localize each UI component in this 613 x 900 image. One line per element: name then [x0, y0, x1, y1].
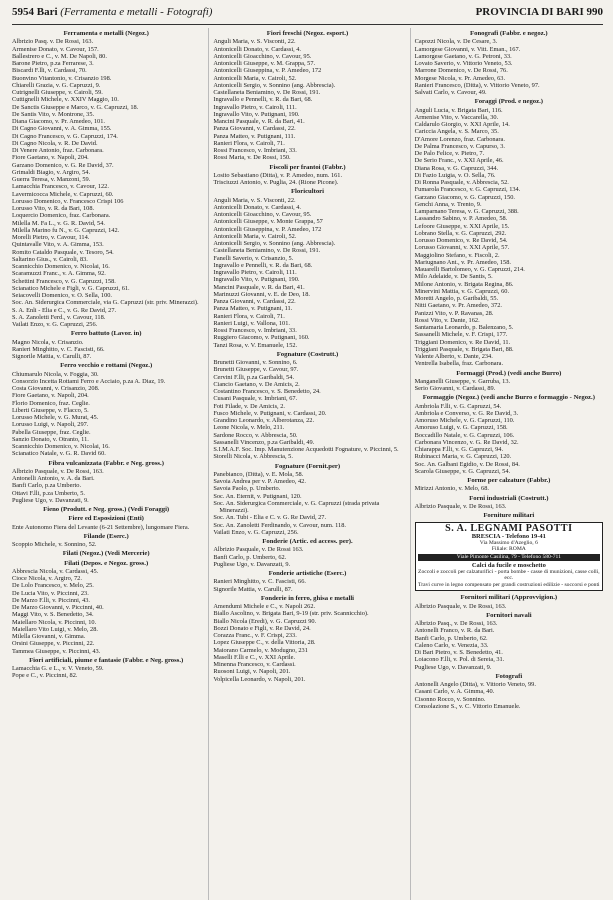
listing-entry: Salvati Carlo, v. Cavour, 49. — [414, 89, 487, 96]
listing-entry: Fusco Michele, v. Putignani, v. Cardassi, 20. — [213, 409, 327, 417]
listing-entry: Lamacchia Francesco, v. Cavour, 122. — [12, 183, 109, 191]
page-number: 5954 — [12, 6, 34, 18]
listing-entry: Milo Adelaide, v. De Santis, 5. — [414, 273, 493, 281]
listing-entry: Storelli Nicola, v. Abbrescia, 5. — [213, 453, 293, 461]
listing-entry: Foti Filade, v. De Amicis, 2. — [213, 402, 285, 410]
listing-entry: Moretti Angelo, p. Garibaldi, 55. — [414, 295, 499, 302]
listing-entry: Di Bari Pietro, v. S. Benedetto, 41. — [414, 649, 503, 657]
listing-entry: Milone Antonio, v. Brigata Regina, 86. — [414, 280, 514, 288]
listing-entry: De Santis Vito, v. Montrone, 35. — [12, 110, 95, 118]
listing-entry: Maiorano Carmelo, v. Modugno, 231 — [213, 646, 308, 654]
listing-entry: Antonicelli Giuseppina, v. P. Amedeo, 172 — [213, 67, 322, 75]
listing-entry: Ranieri Francesco, (Ditta), v. Vittorio Veneto, 97. — [414, 81, 540, 89]
listing-entry: Mirizzi Antonio, v. Melo, 68. — [414, 485, 489, 493]
listing-entry: Consolazione S., v. C. Vittorio Emanuele. — [414, 702, 521, 710]
section-title: Fognature (Fornit.per) — [274, 462, 341, 470]
section-title: Ferro vecchio e rottami (Negoz.) — [60, 362, 153, 370]
listing-entry: Caleno Carlo, v. Venezia, 33. — [414, 641, 489, 649]
listing-entry: Soc. An. Eternit, v. Putignani, 120. — [213, 492, 302, 500]
listing-entry: Antonicelli Maria, v. Cairoli, 52. — [213, 74, 297, 82]
listing-entry: Leone Nicola, v. Melo, 211. — [213, 424, 285, 432]
listing-entry: Ingravallo Pietro, v. Cairoli, 111. — [213, 103, 297, 111]
listing-entry: Ballestrero e C., v. M. De Napoli, 80. — [12, 52, 107, 60]
listing-entry: Maggi Vito, v. S. Benedetto, 34. — [12, 611, 94, 619]
listing-entry: De Palo Felice, v. Pietro, 7. — [414, 150, 485, 157]
listing-entry: Romito Cataldo Pasquale, v. Tesoro, 54. — [12, 248, 114, 256]
listing-entry: Capozzi Nicola, v. De Cesare, 3. — [414, 38, 498, 46]
listing-entry: De Serio Franc., v. XXI Aprile, 46. — [414, 157, 504, 165]
listing-entry: Schettini Francesco, v. G. Capruzzi, 158. — [12, 277, 116, 285]
listing-entry: Lopez Giuseppe C., v. della Vittoria, 28. — [213, 639, 316, 647]
section-title: Forme per calzature (Fabbr.) — [467, 477, 551, 484]
listing-entry: Lamparnano Teresa, v. G. Capruzzi, 388. — [414, 208, 519, 215]
listing-entry: Savoia Andrea per v. P. Amedeo, 42. — [213, 478, 306, 485]
listing-entry: Ciancio Gaetano, v. De Amicis, 2. — [213, 380, 300, 388]
listing-entry: S. A. Zanoletti Ferd., v. Cavour, 118. — [12, 313, 106, 321]
listing-entry: Mancini Pasquale, v. R. da Bari, 41. — [213, 118, 305, 125]
listing-entry: Ingravallo Vito, v. Putignani, 190. — [213, 276, 300, 284]
listing-entry: Fiore Gaetano, v. Napoli, 204. — [12, 154, 89, 162]
section-title: Filati (Depos. e Negoz. gross.) — [64, 559, 149, 567]
listing-entry: Triggiani Pasquale, v. Brigata Bari, 88. — [414, 345, 514, 353]
section-title: Filati (Negoz.) (Vedi Mercerie) — [62, 550, 150, 558]
column-right — [410, 28, 603, 900]
listing-entry: Tanzi Rosa, v. V. Emanuele, 152. — [213, 341, 298, 349]
listing-entry: Banfi Carlo, p. Umberto, 62. — [414, 634, 488, 642]
listing-entry: Rossi Francesco, v. Imbriani, 33. — [213, 327, 297, 334]
section-title: Fiori freschi (Negoz. esport.) — [266, 30, 349, 37]
listing-entry: Lorusso Domenico, v. Francesco Crispi 106 — [12, 197, 124, 205]
listing-entry: Cuttignelli Michele, v. XXIV Maggio, 10. — [12, 96, 119, 104]
listing-entry: Di Cagno Giovanni, v. A. Gimma, 155. — [12, 125, 112, 133]
listing-entry: Soc. An. Siderurgica Commerciale, v. G. Capruzzi (strada privata Minerazzi). — [213, 499, 380, 514]
listing-entry: Pabella Giuseppe, fraz. Ceglie. — [12, 428, 91, 436]
listing-entry: Florio Domenico, fraz. Ceglie. — [12, 399, 90, 407]
listing-entry: Lefoore Giuseppe, v. XXI Aprile, 15. — [414, 222, 510, 230]
listing-entry: Amendumi Michele e C., v. Napoli 262. — [213, 603, 316, 610]
listing-entry: Fumarola Francesco, v. G. Capruzzi, 134. — [414, 186, 521, 194]
listing-entry: Antonicelli Donato, v. Cardassi, 4. — [213, 45, 302, 53]
listing-entry: Rubinacci Maria, v. G. Capruzzi, 120. — [414, 453, 512, 461]
listing-entry: Savoia Paolo, p. Umberto. — [213, 485, 281, 493]
listing-entry: Losito Sebastiano (Ditta), v. P. Amedeo, num. 161. — [213, 171, 343, 179]
listing-entry: Quintavalle Vito, v. A. Gimma, 153. — [12, 241, 104, 249]
listing-entry: Chiumarulo Nicola, v. Foggia, 30. — [12, 370, 99, 378]
listing-entry: Milella Marino fu N., v. G. Capruzzi, 142. — [12, 226, 120, 234]
listing-entry: D'Amore Lorenzo, fraz. Carbonara. — [414, 135, 505, 143]
listing-entry: Mancini Pasquale, v. R. da Bari, 41. — [213, 283, 305, 291]
listing-entry: S. A. Enli - Elia e C., v. G. Re David, 27. — [12, 306, 117, 314]
listing-entry: Cusani Pasquale, v. Imbriani, 67. — [213, 395, 298, 403]
listing-entry: Milella M. Fa L., v. G. R. David, 54. — [12, 219, 105, 227]
ad-branch-address: Viale Pimonte Casilina, 79 - Telefono 580-711 — [418, 554, 600, 561]
section-title: Foraggi (Prod. e negoz.) — [474, 98, 544, 106]
listing-entry: Loiacono F.lli, v. Pol. di Sereia, 31. — [414, 656, 505, 664]
listing-entry: Cariccia Angela, v. S. Marco, 35. — [414, 128, 499, 136]
listing-entry: Anguli Maria, v. S. Visconti, 22. — [213, 38, 296, 46]
listing-entry: Castellaneta Beniamino, v. De Rossi, 191. — [213, 89, 321, 96]
listing-entry: Lamacchia G. e L., v. V. Veneto, 59. — [12, 665, 104, 672]
ad-address: Via Massimo d'Azeglio, 6 — [479, 539, 538, 546]
listing-entry: Sassanelli Vincenzo, p.za Garibaldi, 49. — [213, 438, 315, 446]
listing-entry: Pugliese Ugo, v. Davanzati, 9. — [213, 560, 291, 568]
listing-entry: Albrizio Pasq., v. De Rossi, 163. — [414, 620, 498, 628]
listing-entry: Panizzi Vito, v. P. Ravanas, 28. — [414, 309, 494, 317]
listing-entry: Antonicelli Sergio, v. Sonnino (ang. Abbrescia). — [213, 81, 336, 89]
listing-entry: Sassanelli Michele, v. F. Crispi, 177. — [414, 331, 508, 339]
listing-entry: Albrizio Pasquale, v. De Rossi, 163. — [414, 502, 507, 510]
listing-entry: Lorusso Michele, v. G. Murat, 45. — [12, 414, 99, 421]
listing-entry: Costantino Francesco, v. S. Benedetto, 24. — [213, 388, 321, 395]
listing-entry: Soc. An. Tubi - Elia e C. v. G. Re David, 27. — [213, 514, 327, 522]
header-left — [12, 6, 212, 18]
listing-entry: Milella Giovanni, v. Gimma. — [12, 633, 86, 640]
listing-entry: Lavermicocca Michele, v. Capruzzi, 60. — [12, 190, 114, 198]
listing-entry: Antonelli Antonio, v. A. da Bari. — [12, 475, 95, 482]
listing-entry: Rossi Vito, v. Dante, 162. — [414, 316, 480, 324]
listing-entry: Biscardi F.lli, v. Cardassi, 70. — [12, 67, 87, 75]
listing-entry: Panza Matteo, v. Putignani, 11. — [213, 305, 293, 313]
listing-entry: Panza Matteo, v. Putignani, 111. — [213, 132, 296, 140]
section-title: Fornitori navali — [486, 611, 532, 619]
listing-entry: Genchi Anna, v. Trento, 9. — [414, 200, 482, 208]
section-title: Fibra vulcanizzata (Fabbr. e Neg. gross.) — [48, 459, 164, 467]
listing-entry: Manganelli Giuseppe, v. Garruba, 13. — [414, 377, 511, 385]
listing-entry: Signorile Mattia, v. Carulli, 87. — [213, 585, 293, 593]
listing-entry: Lorusso Domenico, v. Re David, 54. — [414, 237, 508, 244]
listing-entry: Morgese Nicola, v. Pr. Amedeo, 63. — [414, 74, 506, 82]
listing-entry: Albrizio Pasquale, v. De Rossi 163. — [213, 546, 304, 554]
listing-entry: Ottavi F.lli, p.za Umberto, 5. — [12, 489, 85, 497]
header-subtitle: (Ferramenta e metalli - Fotografi) — [60, 6, 213, 18]
ad-branch: Filiale: ROMA — [491, 546, 526, 553]
listing-entry: Chiarelli Grazia, v. G. Capruzzi, 9. — [12, 81, 101, 89]
listing-entry: Ingravallo Vito, v. Putignani, 190. — [213, 110, 300, 118]
listing-entry: Saltarino Gius., v. Cairoli, 83. — [12, 255, 88, 263]
listing-entry: Cervini F.lli, p.za Garibaldi, 54. — [213, 373, 295, 381]
pasotti-advertisement — [415, 522, 603, 591]
listing-entry: Scianatico Natale, v. G. R. David 60. — [12, 450, 106, 458]
listing-entry: Volpicella Leonardo, v. Napoli, 201. — [213, 675, 306, 683]
listing-entry: Maselli F.lli e C., v. XXI Aprile. — [213, 653, 296, 661]
listing-entry: Ingravallo e Pennelli, v. R. da Bari, 68. — [213, 261, 313, 269]
listing-entry: Panza Giovanni, v. Cardassi, 22. — [213, 298, 296, 305]
listing-entry: Caldarulo Giorgio, v. XXI Aprile, 14. — [414, 121, 510, 128]
listing-entry: Ente Autonomo Fiera del Levante (6-21 Settembre), lungomare Fiera. — [12, 523, 190, 531]
header-right — [476, 6, 603, 18]
listing-entry: Armenise Vito, v. Vaccarella, 30. — [414, 113, 499, 121]
listing-entry: Vailati Enzo, v. G. Capruzzi, 256. — [213, 528, 299, 536]
listing-entry: S.I.M.A.F. Soc. Imp. Manutenzione Acquedotti Fognature, v. Piccinni, 5. — [213, 446, 399, 453]
listing-entry: Liberti Giuseppe, v. Flacco, 5. — [12, 406, 89, 414]
listing-entry: Di Fazio Luigia, v. O. Sella, 76. — [414, 171, 496, 179]
listing-entry: Casani Carlo, v. A. Gimma, 40. — [414, 688, 495, 696]
section-title: Fiori artificiali, piume e fantasie (Fabbr. e Neg. gross.) — [29, 656, 184, 664]
listing-entry: Ranieri Minghitto, v. C. Fascisti, 66. — [12, 345, 105, 353]
section-title: Forniture militari — [483, 512, 535, 519]
listing-entry: Soc. An. Galbani Egidio, v. De Rossi, 84. — [414, 460, 520, 468]
listing-entry: Ventrella Isabella, fraz. Carbonara. — [414, 360, 504, 368]
listing-entry: Santamaria Leonardo, p. Balenzano, 5. — [414, 324, 514, 331]
listing-entry: Valente Alberto, v. Dante, 234. — [414, 353, 493, 360]
section-title: Ferramenta e metalli (Negoz.) — [63, 30, 149, 37]
section-title: Floricultori — [290, 188, 325, 196]
listing-entry: Di Cagno Francesco, v. G. Capruzzi, 174. — [12, 132, 118, 140]
listing-entry: Mariugnano Ant., v. Pr. Amedeo, 158. — [414, 258, 511, 266]
listing-entry: Trisciuzzi Antonio, v. Puglia, 24. (Rione Picone). — [213, 179, 339, 186]
listing-entry: Consorzio Incetta Rottami Ferro e Acciaio, p.za A. Diaz, 19. — [12, 377, 166, 385]
listing-entry: Marinuzzi Giovanni, v. E. de Deo, 18. — [213, 290, 310, 298]
listing-entry: Lassandro Sabino, v. P. Amedeo, 58. — [414, 215, 508, 223]
header-right-number: 990 — [586, 6, 603, 18]
listing-entry: Minenna Francesco, v. Cardassi. — [213, 661, 296, 668]
listing-entry: Scannicchio Domenico, v. Nicolai, 16. — [12, 443, 110, 450]
listing-entry: Ranieri Minghitto, v. C. Fascisti, 66. — [213, 578, 306, 586]
listing-entry: Garzano Giacomo, v. G. Capruzzi, 150. — [414, 193, 516, 201]
listing-entry: Sardone Rocco, v. Abbrescia, 50. — [213, 431, 298, 439]
listing-entry: Loquercio Domenico, fraz. Carbonara. — [12, 212, 111, 220]
ad-brand: S. A. LEGNAMI PASOTTI — [445, 523, 573, 535]
section-title: Fornitori militari (Approvvigion.) — [460, 594, 558, 602]
listing-entry: Antonicelli Gioacchino, v. Cavour, 95. — [213, 211, 312, 218]
listing-entry: Ranieri Luigi, v. Vallona, 101. — [213, 319, 290, 327]
listing-entry: Antonicelli Giuseppina, v. P. Amedeo, 172 — [213, 225, 322, 233]
listing-entry: Scannicchio Domenico, v. Nicolai, 16. — [12, 263, 110, 270]
listing-entry: Albrizio Pasquale, v. De Rossi, 163. — [12, 467, 104, 475]
listing-entry: Antonicelli Donato, v. Cardassi, 4. — [213, 203, 302, 211]
listing-entry: De Palma Francesco, v. Capurso, 3. — [414, 142, 505, 150]
section-title: Fonderie (Artic. ed access. per). — [262, 538, 353, 545]
listing-entry: Brunetti Giovanni, v. Sonnino, 6. — [213, 359, 298, 366]
columns-container — [12, 28, 603, 900]
section-title: Fonderie artistiche (Eserc.) — [268, 570, 347, 577]
column-middle — [208, 28, 401, 900]
listing-entry: Lorusso Giovanni, v. XXI Aprile, 57. — [414, 244, 510, 252]
header-city: Bari — [36, 6, 58, 18]
section-title: Fotografi — [495, 672, 523, 680]
listing-entry: Diana Giacomo, v. Pr. Amedeo, 101. — [12, 118, 105, 125]
listing-entry: Bozzi Donato e Figli, v. Re David, 24. — [213, 624, 311, 632]
section-title: Formaggio (Negoz.) (vedi anche Burro e formaggio - Negoz.) — [422, 394, 595, 402]
listing-entry: Minervini Mattia, v. G. Capruzzi, 60. — [414, 287, 510, 295]
listing-entry: Lobrano Stella, v. G. Capruzzi, 292. — [414, 229, 507, 237]
section-title: Filande (Eserc.) — [83, 532, 129, 540]
ad-product-3: Travi curve in legno compensato per grandi costruzioni edilizie - soccorsi e ponti — [418, 581, 600, 588]
listing-entry: Corazza Franc., v. F. Crispi, 233. — [213, 632, 297, 639]
page-header — [12, 6, 603, 25]
listing-entry: Antonelli Angelo (Ditta), v. Vittorio Veneto, 99. — [414, 681, 536, 689]
listing-entry: Amoruso Luigi, v. G. Capruzzi, 158. — [414, 424, 508, 432]
listing-entry: Antonicelli Gioacchino, v. Cavour, 95. — [213, 52, 312, 60]
listing-entry: Lamorgese Giovanni, v. Vitt. Eman., 167. — [414, 45, 521, 53]
listing-entry: Di Venere Antonio, fraz. Carbonara. — [12, 147, 104, 154]
listing-entry: Chiarappa F.lli, v. G. Capruzzi, 94. — [414, 446, 504, 453]
header-province: PROVINCIA DI BARI — [475, 6, 584, 18]
listing-entry: Ranieri Flora, v. Cairoli, 71. — [213, 312, 285, 320]
listing-entry: Banfi Carlo, p. Umberto, 62. — [213, 553, 287, 561]
listing-entry: Di Cagno Nicola, v. R. De David. — [12, 139, 98, 147]
listing-entry: Rossi Francesco, v. Imbriani, 33. — [213, 147, 297, 154]
listing-entry: Cioce Nicola, v. Argiro, 72. — [12, 575, 82, 582]
listing-entry: Sanzio Donato, v. Otranto, 11. — [12, 435, 89, 443]
listing-entry: Antonicelli Sergio, v. Sonnino (ang. Abbrescia). — [213, 240, 336, 247]
listing-entry: Barone Pietro, p.za Ferrarese, 3. — [12, 60, 94, 67]
listing-entry: Soc. An. Siderurgica Commerciale, via G. Capruzzi (str. priv. Minerazzi). — [12, 299, 199, 307]
listing-entry: Diana Rosa, v. G. Capruzzi, 344. — [414, 164, 499, 172]
listing-entry: Anguli Maria, v. S. Visconti, 22. — [213, 196, 296, 204]
listing-entry: Buonvino Vitantonio, v. Crisanzio 198. — [12, 74, 112, 82]
section-title: Fieno (Produtt. e Neg. gross.) (Vedi Foraggi) — [43, 506, 170, 513]
listing-entry: Fanelli Saverio, v. Crisanzio, 5. — [213, 254, 294, 262]
listing-entry: Rossi Maria, v. De Rossi, 150. — [213, 154, 291, 162]
listing-entry: Ruosoni Luigi, v. Napoli, 201. — [213, 668, 291, 676]
listing-entry: Pugliese Ugo, v. Davanzati, 9. — [414, 663, 492, 671]
listing-entry: Triggiani Domenico, v. Re David, 11. — [414, 338, 511, 346]
ad-city-line: BRESCIA - Telefono 19-41 — [471, 532, 546, 540]
listing-entry: Serio Giovanni, v. Cardassi, 89. — [414, 385, 496, 392]
listing-entry: De Marzo Giovanni, v. Piccinni, 40. — [12, 604, 104, 611]
section-title: Fognature (Costrutt.) — [276, 350, 339, 358]
listing-entry: Lorusso Luigi, v. Napoli, 297. — [12, 421, 89, 429]
listing-entry: Pope e C., v. Piccinni, 82. — [12, 672, 78, 680]
listing-entry: Anguli Lucia, v. Brigata Bari, 116. — [414, 106, 503, 114]
listing-entry: Garzano Domenico, v. G. Re David, 37. — [12, 161, 114, 169]
ad-product-2: Zoccoli e zoccoli per calzaturifici - porta bombe - casse di munizioni, casse colli, ecc. — [418, 569, 600, 582]
listing-entry: Soc. An. Zanoletti Ferdinando, v. Cavour, num. 118. — [213, 521, 346, 529]
listing-entry: Cisonno Rocco, v. Sonnino. — [414, 695, 486, 703]
listing-entry: Maggiolino Stefano, v. Fiscoli, 2. — [414, 251, 500, 259]
listing-entry: Seiacovelli Domenico, v. O. Sella, 100. — [12, 292, 113, 299]
listing-entry: Orsini Giuseppe, v. Piccinni, 22. — [12, 640, 95, 648]
listing-entry: Ambriola F.lli, v. G. Capruzzi, 54. — [414, 402, 502, 410]
listing-entry: Biallo Ascolino, v. Brigata Bari, 9-19 (str. priv. Scannicchio). — [213, 610, 369, 618]
listing-entry: Costa Giovanni, v. Crisanzio, 208. — [12, 385, 100, 392]
listing-entry: Scianatico Michele e Figli, v. G. Capruzzi, 61. — [12, 284, 130, 292]
listing-entry: Lamorgese Gaetano, v. G. Petroni, 33. — [414, 52, 512, 60]
listing-entry: Cutrignelli Giuseppe, v. Cairoli, 59. — [12, 89, 103, 96]
section-title: Fonografi (Fabbr. e negoz.) — [470, 30, 548, 37]
listing-entry: Antonelli Franco, v. R. da Bari. — [414, 627, 495, 635]
listing-entry: Carbonara Vincenzo, v. G. Re David, 32. — [414, 438, 519, 446]
section-title: Ferro battuto (Lavor. in) — [70, 330, 142, 338]
listing-entry: Armenise Donato, v. Cavour, 157. — [12, 45, 99, 53]
listing-entry: Panza Giovanni, v. Cardassi, 22. — [213, 125, 296, 133]
listing-entry: Scoppio Michele, v. Sonnino, 52. — [12, 541, 97, 548]
listing-entry: Maiellaro Vito Luigi, v. Melo, 28. — [12, 625, 98, 633]
listing-entry: De Lolo Francesco, v. Melo, 25. — [12, 582, 94, 590]
listing-entry: Pugliese Ugo, v. Davanzati, 9. — [12, 496, 89, 504]
listing-entry: Ruggiero Giacomo, v. Putignani, 160. — [213, 334, 310, 342]
listing-entry: Magno Nicola, v. Crisanzio. — [12, 338, 84, 346]
listing-entry: Mauarelli Bartolomeo, v. G. Capruzzi, 214. — [414, 266, 525, 273]
section-title: Fiscoli per frantoi (Fabbr.) — [269, 163, 346, 171]
listing-entry: Guerra Teresa, v. Manzoni, 59. — [12, 176, 91, 183]
section-title: Forni industriali (Costrutt.) — [469, 494, 549, 502]
listing-entry: Ingravallo Pietro, v. Cairoli, 111. — [213, 269, 297, 276]
listing-entry: Lovato Saverio, v. Vittorio Veneto, 53. — [414, 60, 513, 67]
listing-entry: De Marzo F.lli, v. Piccinni, 43. — [12, 596, 91, 604]
listing-entry: Tammea Giuseppe, v. Piccinni, 43. — [12, 647, 101, 655]
listing-entry: Fiore Gaetano, v. Napoli, 204. — [12, 392, 89, 400]
listing-entry: Antonicelli Giuseppe, v. M. Grappa, 57. — [213, 60, 316, 67]
listing-entry: Ambriola e Converso, v. G. Re David, 3. — [414, 409, 519, 417]
listing-entry: Antonicelli Maria, v. Cairoli, 52. — [213, 232, 297, 240]
listing-entry: Ingravallo e Pennelli, v. R. da Bari, 68. — [213, 96, 313, 104]
listing-entry: Signorile Mattia, v. Carulli, 87. — [12, 353, 92, 360]
listing-entry: Vailati Enzo, v. G. Capruzzi, 256. — [12, 321, 98, 328]
listing-entry: Di Ronna Pasquale, v. Abbrescia, 52. — [414, 179, 509, 186]
section-title: Fiere ed Esposizioni (Enti) — [68, 515, 144, 523]
listing-entry: Maiellaro Nicola, v. Piccinni, 10. — [12, 618, 97, 626]
listing-entry: Lorusso Vito, v. R. da Bari, 108. — [12, 205, 95, 212]
listing-entry: Abbrescia Nicola, v. Cardassi, 45. — [12, 567, 99, 575]
listing-entry: Biallo Nicola (Eredi), v. G. Capruzzi 90. — [213, 617, 317, 625]
listing-entry: De Lucia Vito, v. Piccinni, 23. — [12, 589, 89, 597]
ad-product-1: Calci da fucile e moschetto — [471, 561, 546, 569]
listing-entry: Panebianco, (Ditta), v. E. Mola, 58. — [213, 470, 304, 478]
listing-entry: Scarola Giuseppe, v. G. Capruzzi, 54. — [414, 467, 511, 475]
listing-entry: De Sanctis Giuseppe e Marco, v. G. Capruzzi, 18. — [12, 103, 139, 111]
section-title: Formaggi (Prod.) (vedi anche Burro) — [456, 369, 562, 377]
listing-entry: Scaramuzzi Franc., v. A. Gimma, 92. — [12, 270, 106, 278]
listing-entry: Castellaneta Beniamino, v. De Rossi, 191. — [213, 247, 321, 255]
listing-entry: Albrizio Pasquale, v. De Rossi, 163. — [414, 602, 507, 610]
listing-entry: Albrizio Pasq. v. De Rossi, 163. — [12, 38, 94, 46]
listing-entry: Boccadillo Natale, v. G. Capruzzi, 106. — [414, 431, 515, 439]
listing-entry: Morelli Pietro, v. Cavour, 114. — [12, 234, 90, 241]
listing-entry: Amoruso Michele, v. G. Capruzzi, 110. — [414, 417, 515, 424]
listing-entry: Grandino Leonardo, v. Alberotanza, 22. — [213, 417, 315, 424]
column-left — [12, 28, 200, 900]
listing-entry: Banfi Carlo, p.za Umberto. — [12, 482, 82, 490]
listing-entry: Antonicelli Giuseppe, v. Monte Grappa, 57 — [213, 218, 323, 226]
section-title: Fonderie in ferro, ghisa e metalli — [260, 594, 355, 602]
listing-entry: Grimaldi Biagio, v. Argiro, 54. — [12, 168, 91, 176]
listing-entry: Brunetti Giuseppe, v. Cavour, 97. — [213, 366, 299, 374]
listing-entry: Ranieri Flora, v. Cairoli, 71. — [213, 139, 285, 147]
listing-entry: Nitti Gaetano, v. Pr. Amedeo, 372. — [414, 302, 502, 310]
listing-entry: Marrone Domenico, v. De Rossi, 76. — [414, 67, 508, 75]
